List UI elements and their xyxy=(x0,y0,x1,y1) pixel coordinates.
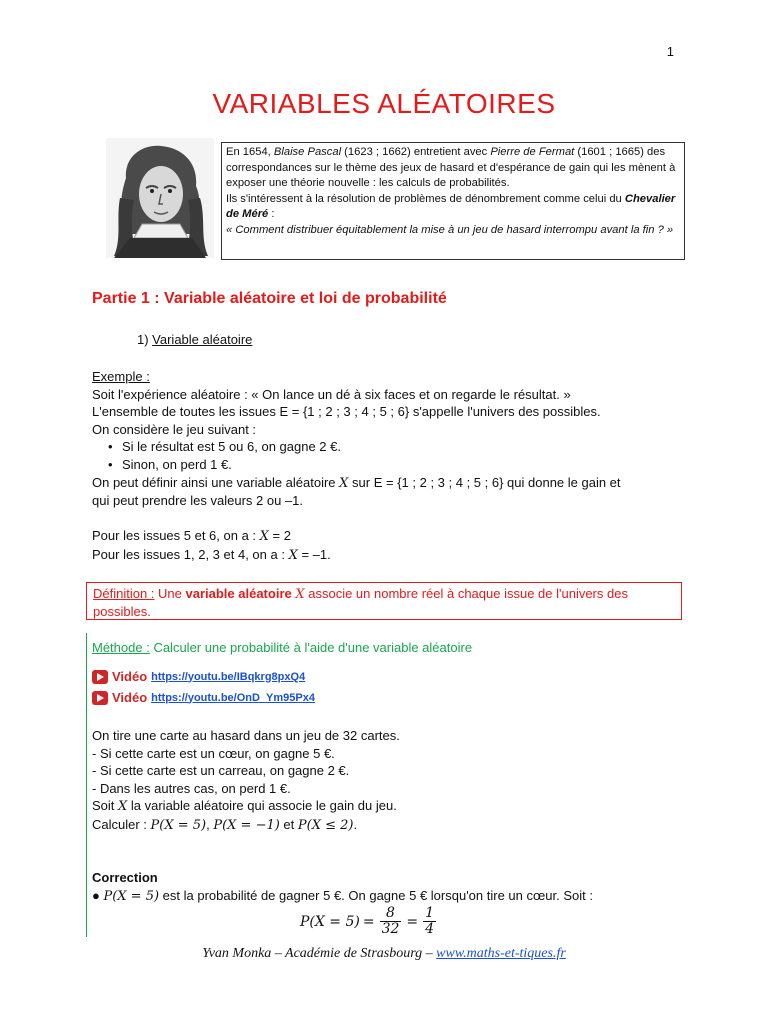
example-block xyxy=(92,368,621,565)
fraction: $\frac{1}{4}$ xyxy=(425,905,435,937)
example-heading: Exemple : xyxy=(92,369,150,384)
list-item: • Si le résultat est 5 ou 6, on gagne 2 €. xyxy=(122,438,621,456)
part1-heading: Partie 1 : Variable aléatoire et loi de probabilité xyxy=(92,290,447,307)
exercise-line: - Si cette carte est un cœur, on gagne 5 €. xyxy=(92,745,335,761)
example-line: Soit l'expérience aléatoire : « On lance un dé à six faces et on regarde le résultat. » xyxy=(92,386,571,402)
subsection-heading: 1) Variable aléatoire xyxy=(137,332,253,347)
probability-formula: P(X = 5) = $\frac{8}{32}$ = $\frac{1}{4}$ xyxy=(300,905,435,937)
exercise-line: - Si cette carte est un carreau, on gagne 2 €. xyxy=(92,763,350,779)
correction-heading: Correction xyxy=(92,870,158,885)
exercise-line: On tire une carte au hasard dans un jeu de 32 cartes. xyxy=(92,728,400,743)
name-fermat: Pierre de Fermat xyxy=(490,146,575,158)
example-line: Pour les issues 5 et 6, on a : X = 2 xyxy=(92,528,291,545)
fraction: $\frac{8}{32}$ xyxy=(381,905,400,937)
example-line: L'ensemble de toutes les issues E = {1 ; 2 ; 3 ; 4 ; 5 ; 6} s'appelle l'univers des possibles. xyxy=(92,404,601,420)
page-footer: Yvan Monka – Académie de Strasbourg – www.maths-et-tiques.fr xyxy=(202,946,566,961)
pascal-portrait xyxy=(106,138,214,258)
example-line: qui peut prendre les valeurs 2 ou –1. xyxy=(92,493,304,509)
footer-link[interactable]: www.maths-et-tiques.fr xyxy=(436,946,566,961)
list-item: • Sinon, on perd 1 €. xyxy=(122,456,621,474)
definition-label: Définition : xyxy=(93,586,155,601)
exercise-line: - Dans les autres cas, on perd 1 €. xyxy=(92,780,291,796)
example-line: On considère le jeu suivant : xyxy=(92,421,257,437)
historical-intro-box xyxy=(221,142,685,260)
exercise-line: Calculer : P(X = 5), P(X = −1) et P(X ≤ 2). xyxy=(92,816,358,833)
method-exercise xyxy=(92,727,400,835)
correction-line: ● P(X = 5) est la probabilité de gagner 5 €. On gagne 5 € lorsqu'on tire un cœur. Soit : xyxy=(92,887,593,904)
correction-block xyxy=(92,869,593,905)
definition-box: Définition : Une variable aléatoire X associe un nombre réel à chaque issue de l'univers des possibles. xyxy=(86,582,682,620)
play-icon[interactable] xyxy=(92,670,108,684)
intro-quote: « Comment distribuer équitablement la mise à un jeu de hasard interrompu avant la fin ? » xyxy=(226,223,674,236)
example-line: On peut définir ainsi une variable aléatoire X sur E = {1 ; 2 ; 3 ; 4 ; 5 ; 6} qui donne le gain et xyxy=(92,474,621,491)
video-link-row: Vidéo https://youtu.be/IBqkrg8pxQ4 xyxy=(92,669,305,684)
exercise-line: Soit X la variable aléatoire qui associe le gain du jeu. xyxy=(92,798,397,815)
video-link[interactable]: https://youtu.be/OnD_Ym95Px4 xyxy=(151,691,315,704)
video-link[interactable]: https://youtu.be/IBqkrg8pxQ4 xyxy=(151,670,306,683)
page-title: VARIABLES ALÉATOIRES xyxy=(212,88,556,119)
example-line: Pour les issues 1, 2, 3 et 4, on a : X = –1. xyxy=(92,546,331,563)
method-left-border xyxy=(86,633,87,937)
name-pascal: Blaise Pascal xyxy=(273,146,342,158)
method-heading: Méthode : Calculer une probabilité à l'aide d'une variable aléatoire xyxy=(92,640,473,655)
name-mere: Chevalier de Méré xyxy=(226,192,676,221)
game-rules-list xyxy=(92,438,621,473)
page-number: 1 xyxy=(666,44,674,59)
play-icon[interactable] xyxy=(92,691,108,705)
intro-text: En 1654, Blaise Pascal (1623 ; 1662) entretient avec Pierre de Fermat (1601 ; 1665) des correspondances sur le thème des jeux de hasard et d'espérance de gain qui les mènent à exposer une théorie nouvelle : les calculs de probabilités. Ils s'intéressent à la résolution de problèmes de dénombrement comme celui du Chevalier de Méré : « Comment distribuer équitablement la mise à un jeu de hasard interrompu avant la fin ? » xyxy=(226,146,676,236)
video-link-row: Vidéo https://youtu.be/OnD_Ym95Px4 xyxy=(92,690,315,705)
